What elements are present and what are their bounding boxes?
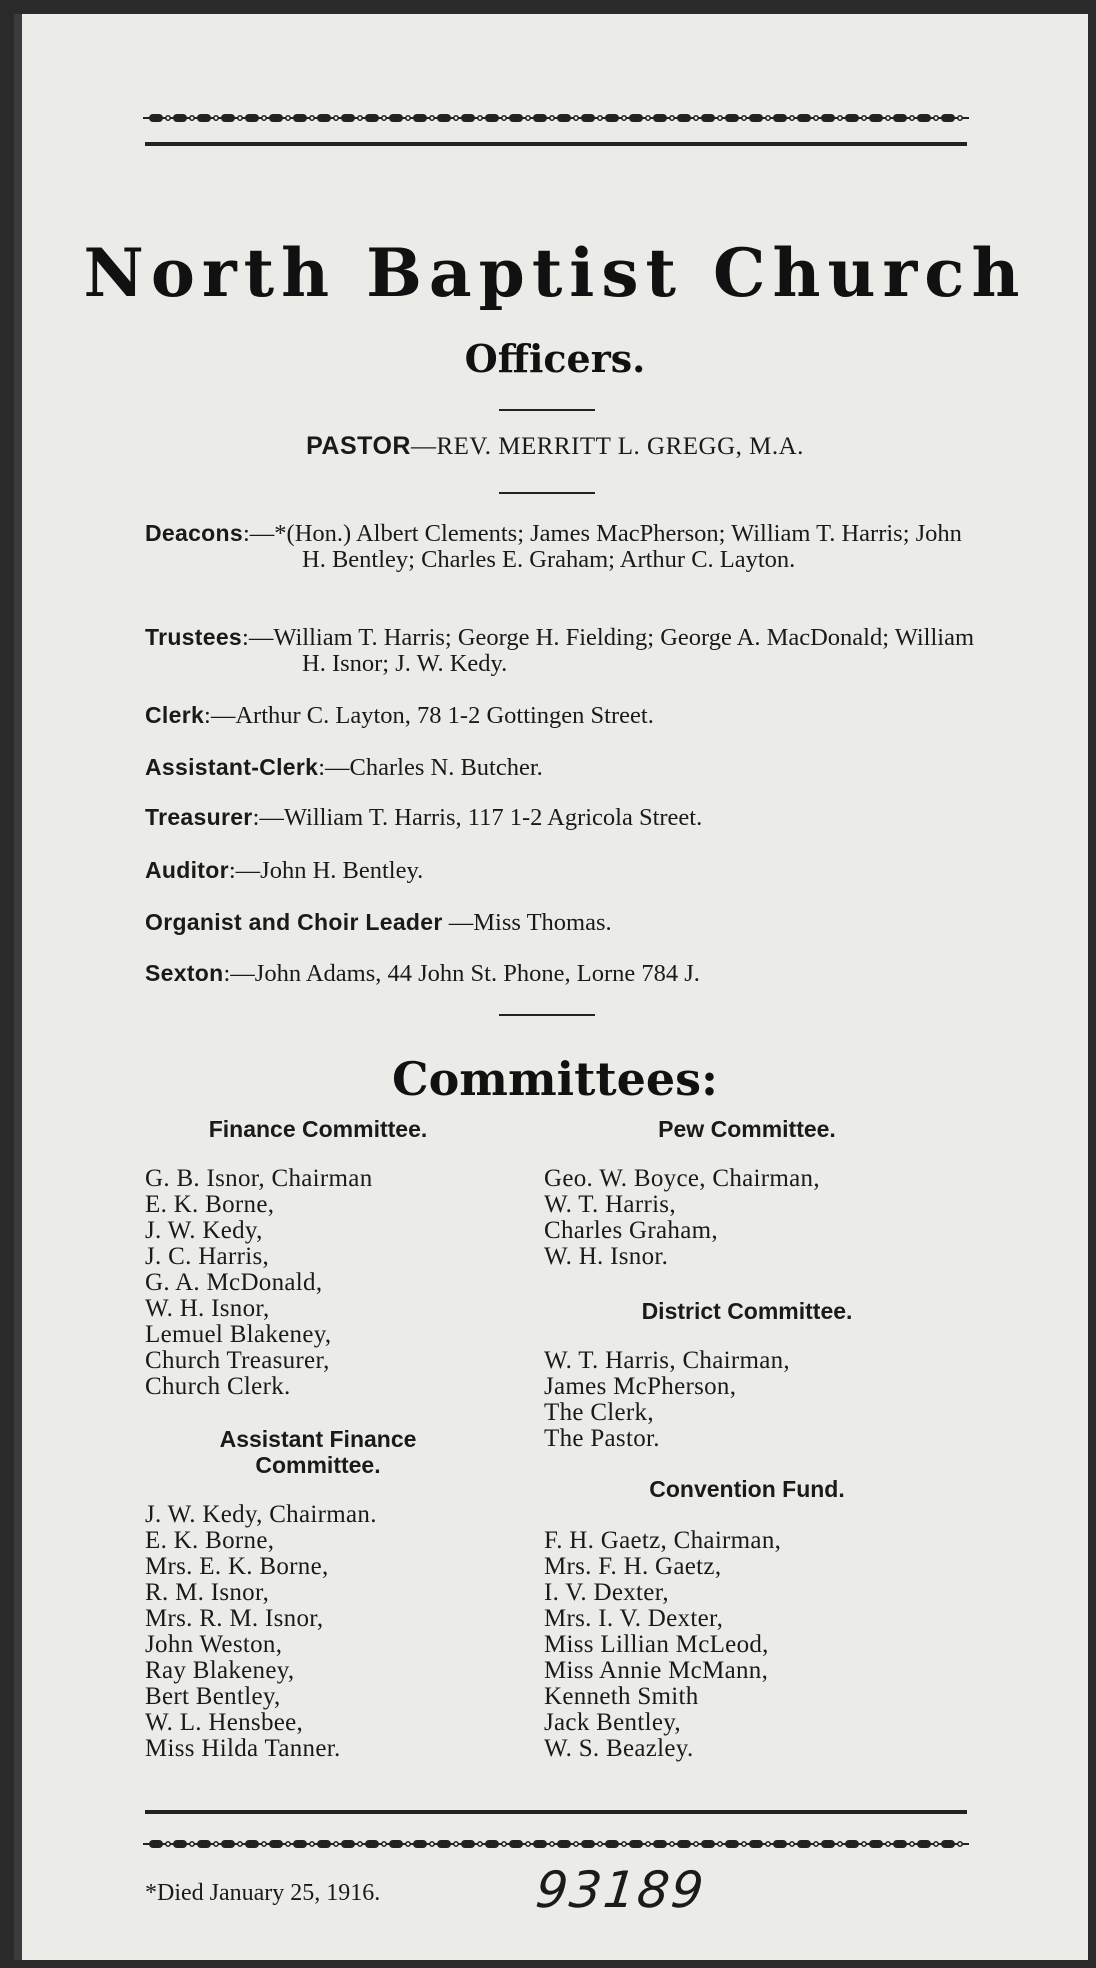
officer-text: :—William T. Harris, 117 1-2 Agricola Street. bbox=[252, 804, 703, 831]
divider bbox=[499, 409, 595, 411]
committee-member: Church Clerk. bbox=[145, 1373, 291, 1400]
document-page bbox=[22, 14, 1088, 1960]
officer-clerk bbox=[145, 702, 975, 729]
heading-line: Committee. bbox=[255, 1452, 381, 1478]
assistant-finance-list bbox=[145, 1502, 377, 1762]
committee-member: Lemuel Blakeney, bbox=[145, 1321, 332, 1348]
officer-text: :—Arthur C. Layton, 78 1-2 Gottingen Street. bbox=[204, 702, 654, 729]
pastor-name: —REV. MERRITT L. GREGG, M.A. bbox=[410, 433, 804, 460]
committee-member: J. W. Kedy, bbox=[145, 1217, 263, 1244]
heading-line: Assistant Finance bbox=[219, 1426, 417, 1452]
ornamental-border-top bbox=[143, 112, 969, 124]
committee-member: Mrs. R. M. Isnor, bbox=[145, 1605, 324, 1632]
committee-member: Miss Annie McMann, bbox=[544, 1657, 769, 1684]
footnote: *Died January 25, 1916. bbox=[145, 1880, 381, 1906]
committee-member: W. T. Harris, Chairman, bbox=[544, 1347, 790, 1374]
committee-member: Bert Bentley, bbox=[145, 1683, 281, 1710]
top-rule bbox=[145, 142, 967, 146]
committee-member: F. H. Gaetz, Chairman, bbox=[544, 1527, 782, 1554]
officers-heading: Officers. bbox=[464, 336, 646, 381]
pastor-line bbox=[22, 432, 1088, 461]
committee-member: James McPherson, bbox=[544, 1373, 737, 1400]
committee-member: The Clerk, bbox=[544, 1399, 654, 1426]
officer-organist bbox=[145, 909, 975, 936]
pew-committee-heading: Pew Committee. bbox=[658, 1116, 836, 1142]
finance-committee-list bbox=[145, 1166, 373, 1400]
finance-committee-heading: Finance Committee. bbox=[208, 1116, 428, 1142]
assistant-finance-heading bbox=[145, 1426, 491, 1478]
committee-member: Charles Graham, bbox=[544, 1217, 718, 1244]
pastor-label: PASTOR bbox=[306, 432, 411, 460]
committees-heading: Committees: bbox=[391, 1052, 719, 1106]
officer-label: Auditor bbox=[145, 857, 229, 883]
officer-deacons bbox=[145, 520, 975, 573]
handwritten-number: 93189 bbox=[532, 1861, 709, 1919]
church-title: North Baptist Church bbox=[83, 234, 1027, 312]
committee-member: Miss Lillian McLeod, bbox=[544, 1631, 769, 1658]
committee-member: W. T. Harris, bbox=[544, 1191, 676, 1218]
divider bbox=[499, 492, 595, 494]
officer-text: :—John Adams, 44 John St. Phone, Lorne 784 J. bbox=[223, 960, 700, 987]
committee-member: E. K. Borne, bbox=[145, 1527, 275, 1554]
committee-member: Church Treasurer, bbox=[145, 1347, 330, 1374]
committee-member: E. K. Borne, bbox=[145, 1191, 275, 1218]
committee-member: Mrs. E. K. Borne, bbox=[145, 1553, 329, 1580]
committee-member: R. M. Isnor, bbox=[145, 1579, 270, 1606]
convention-fund-list bbox=[544, 1528, 781, 1762]
officer-text: :—*(Hon.) Albert Clements; James MacPherson; William T. Harris; John H. Bentley; Charles E. Graham; Arthur C. Layton. bbox=[242, 520, 962, 573]
divider bbox=[499, 1014, 595, 1016]
officer-label: Clerk bbox=[145, 702, 205, 728]
officer-sexton bbox=[145, 960, 975, 987]
pew-committee-list bbox=[544, 1166, 820, 1270]
committee-member: Miss Hilda Tanner. bbox=[145, 1735, 341, 1762]
committee-member: The Pastor. bbox=[544, 1425, 660, 1452]
officer-text: :—Charles N. Butcher. bbox=[318, 754, 543, 781]
committee-member: W. S. Beazley. bbox=[544, 1735, 694, 1762]
officer-treasurer bbox=[145, 804, 975, 831]
committee-member: W. L. Hensbee, bbox=[145, 1709, 304, 1736]
officer-text: —Miss Thomas. bbox=[442, 909, 612, 936]
officer-label: Sexton bbox=[145, 960, 224, 986]
officer-label: Deacons bbox=[145, 520, 243, 546]
committee-member: G. B. Isnor, Chairman bbox=[145, 1165, 373, 1192]
committee-member: J. W. Kedy, Chairman. bbox=[145, 1501, 377, 1528]
committee-member: Geo. W. Boyce, Chairman, bbox=[544, 1165, 820, 1192]
bottom-rule bbox=[145, 1810, 967, 1814]
convention-fund-heading: Convention Fund. bbox=[649, 1476, 845, 1502]
committee-member: Mrs. F. H. Gaetz, bbox=[544, 1553, 722, 1580]
officer-trustees bbox=[145, 624, 975, 677]
committee-member: I. V. Dexter, bbox=[544, 1579, 669, 1606]
committee-member: W. H. Isnor, bbox=[145, 1295, 270, 1322]
committee-member: Kenneth Smith bbox=[544, 1683, 699, 1710]
officer-label: Treasurer bbox=[145, 804, 253, 830]
committee-member: John Weston, bbox=[145, 1631, 283, 1658]
officer-label: Organist and Choir Leader bbox=[145, 909, 443, 935]
committee-member: Jack Bentley, bbox=[544, 1709, 681, 1736]
committee-member: Ray Blakeney, bbox=[145, 1657, 295, 1684]
committee-member: J. C. Harris, bbox=[145, 1243, 270, 1270]
officer-label: Assistant-Clerk bbox=[145, 754, 319, 780]
district-committee-heading: District Committee. bbox=[641, 1298, 853, 1324]
officer-assistant-clerk bbox=[145, 754, 975, 781]
officer-auditor bbox=[145, 857, 975, 884]
committee-member: W. H. Isnor. bbox=[544, 1243, 669, 1270]
officer-text: :—William T. Harris; George H. Fielding; George A. MacDonald; William H. Isnor; J. W. Kedy. bbox=[242, 624, 975, 677]
officer-text: :—John H. Bentley. bbox=[228, 857, 424, 884]
district-committee-list bbox=[544, 1348, 790, 1452]
officer-label: Trustees bbox=[145, 624, 243, 650]
committee-member: G. A. McDonald, bbox=[145, 1269, 323, 1296]
ornamental-border-bottom bbox=[143, 1838, 969, 1850]
committee-member: Mrs. I. V. Dexter, bbox=[544, 1605, 724, 1632]
